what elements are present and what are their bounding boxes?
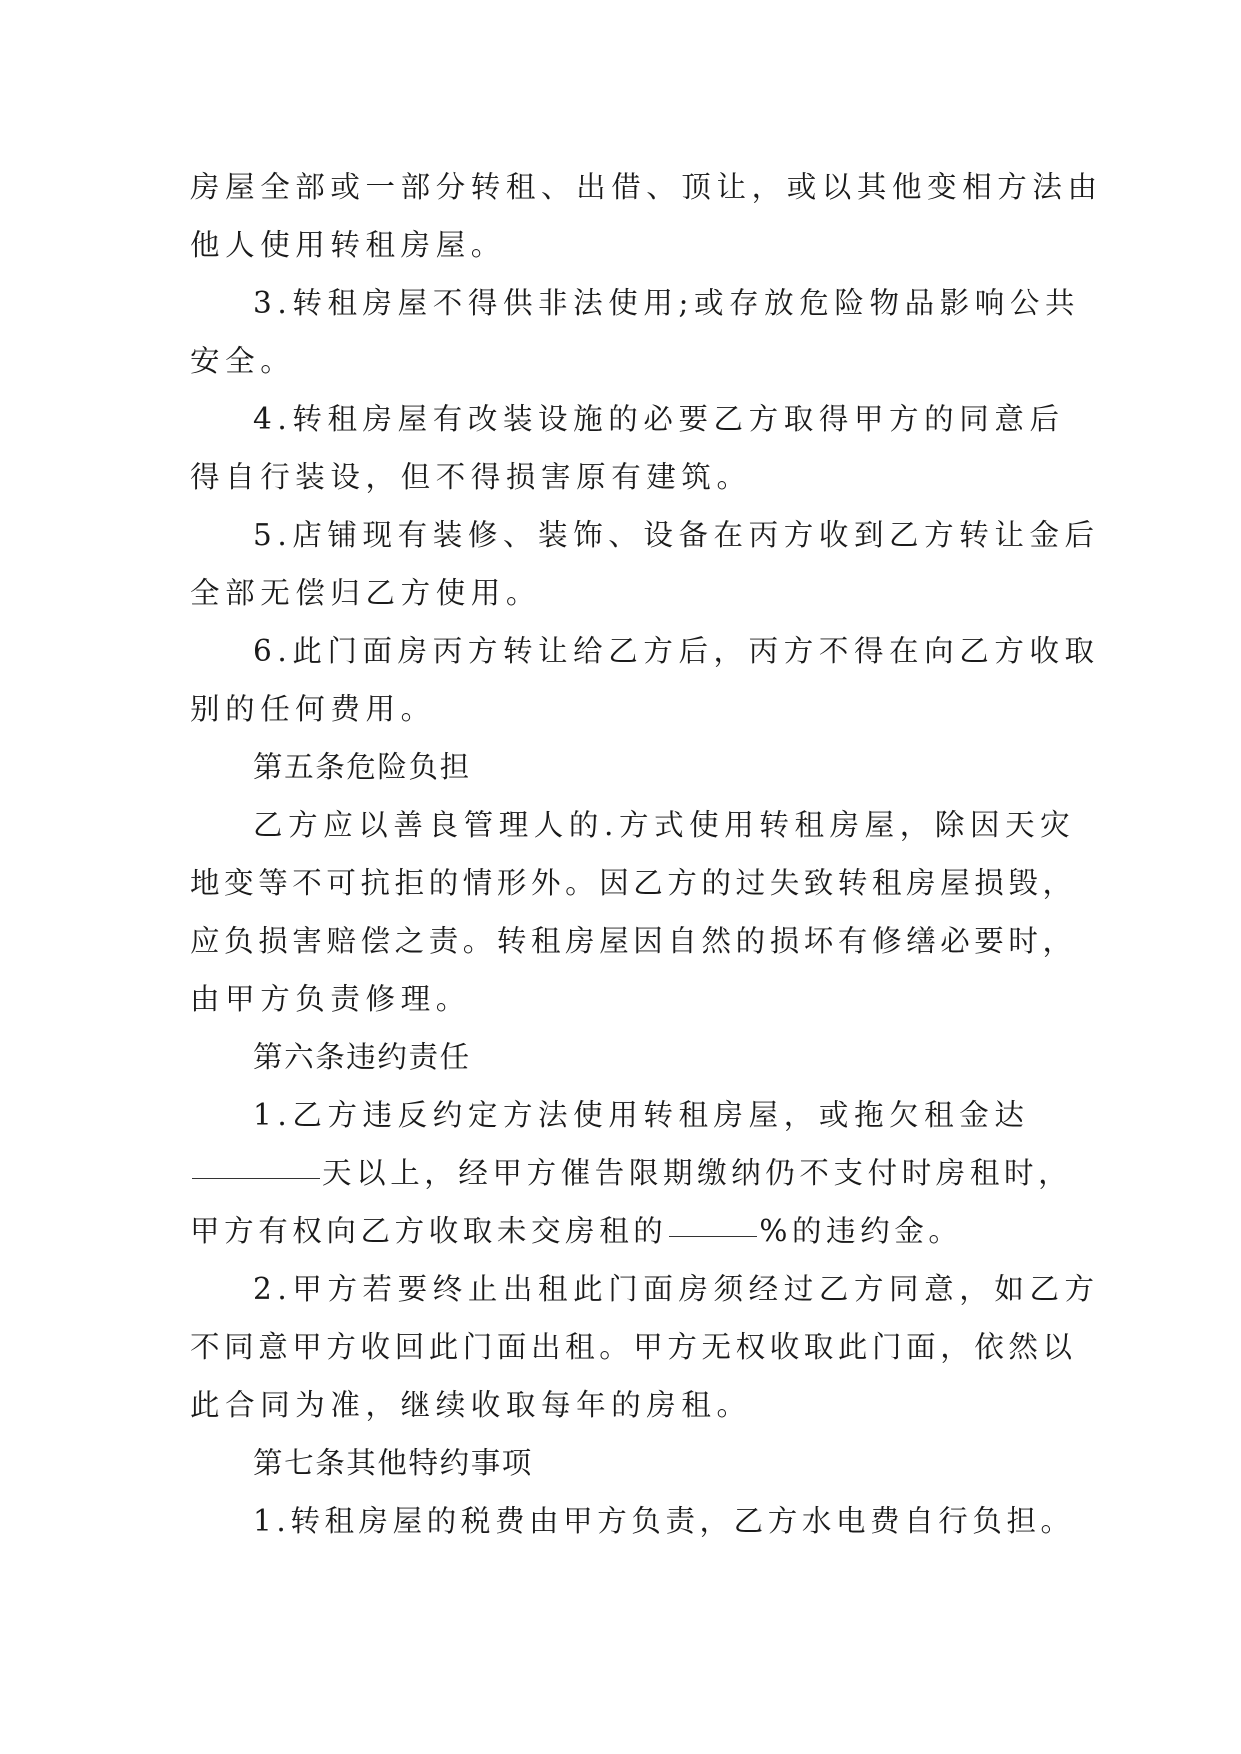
penalty-percent-line [190,1202,1070,1260]
paragraph-line: 全部无偿归乙方使用。 [190,576,542,610]
paragraph-line: 乙方应以善良管理人的.方式使用转租房屋，除因天灾 [253,808,1076,842]
clause-6-line: 6.此门面房丙方转让给乙方后，丙方不得在向乙方收取 [253,634,1100,668]
days-blank-field [192,1150,320,1179]
penalty-clause-1-line: 1.乙方违反约定方法使用转租房屋，或拖欠租金达 [253,1098,1030,1132]
paragraph-line: 别的任何费用。 [190,692,436,726]
paragraph-line: 他人使用转租房屋。 [190,228,506,262]
paragraph-line: 地变等不可抗拒的情形外。因乙方的过失致转租房屋损毁， [190,866,1077,900]
penalty-clause-2-line: 2.甲方若要终止出租此门面房须经过乙方同意，如乙方 [253,1272,1100,1306]
penalty-percent-text-end: %的违约金。 [759,1214,963,1248]
percent-blank-field [669,1208,757,1237]
section-heading-7: 第七条其他特约事项 [253,1446,533,1480]
section-heading-6: 第六条违约责任 [253,1040,471,1074]
paragraph-line: 得自行装设，但不得损害原有建筑。 [190,460,752,494]
paragraph-line: 房屋全部或一部分转租、出借、顶让，或以其他变相方法由 [190,170,1103,204]
penalty-days-text: 天以上，经甲方催告限期缴纳仍不支付时房租时， [322,1156,1073,1190]
clause-3-line: 3.转租房屋不得供非法使用;或存放危险物品影响公共 [253,286,1081,320]
paragraph-line: 安全。 [190,344,296,378]
section-heading-5: 第五条危险负担 [253,750,471,784]
document-body [190,158,1103,1550]
paragraph-line: 此合同为准，继续收取每年的房租。 [190,1388,752,1422]
clause-5-line: 5.店铺现有装修、装饰、设备在丙方收到乙方转让金后 [253,518,1100,552]
paragraph-line: 应负损害赔偿之责。转租房屋因自然的损坏有修缮必要时， [190,924,1077,958]
paragraph-line: 不同意甲方收回此门面出租。甲方无权收取此门面，依然以 [190,1330,1077,1364]
special-clause-1-line: 1.转租房屋的税费由甲方负责，乙方水电费自行负担。 [253,1504,1075,1538]
paragraph-line: 由甲方负责修理。 [190,982,471,1016]
penalty-percent-text-start: 甲方有权向乙方收取未交房租的 [190,1214,668,1248]
clause-4-line: 4.转租房屋有改装设施的必要乙方取得甲方的同意后 [253,402,1065,436]
penalty-days-line [190,1144,1073,1202]
